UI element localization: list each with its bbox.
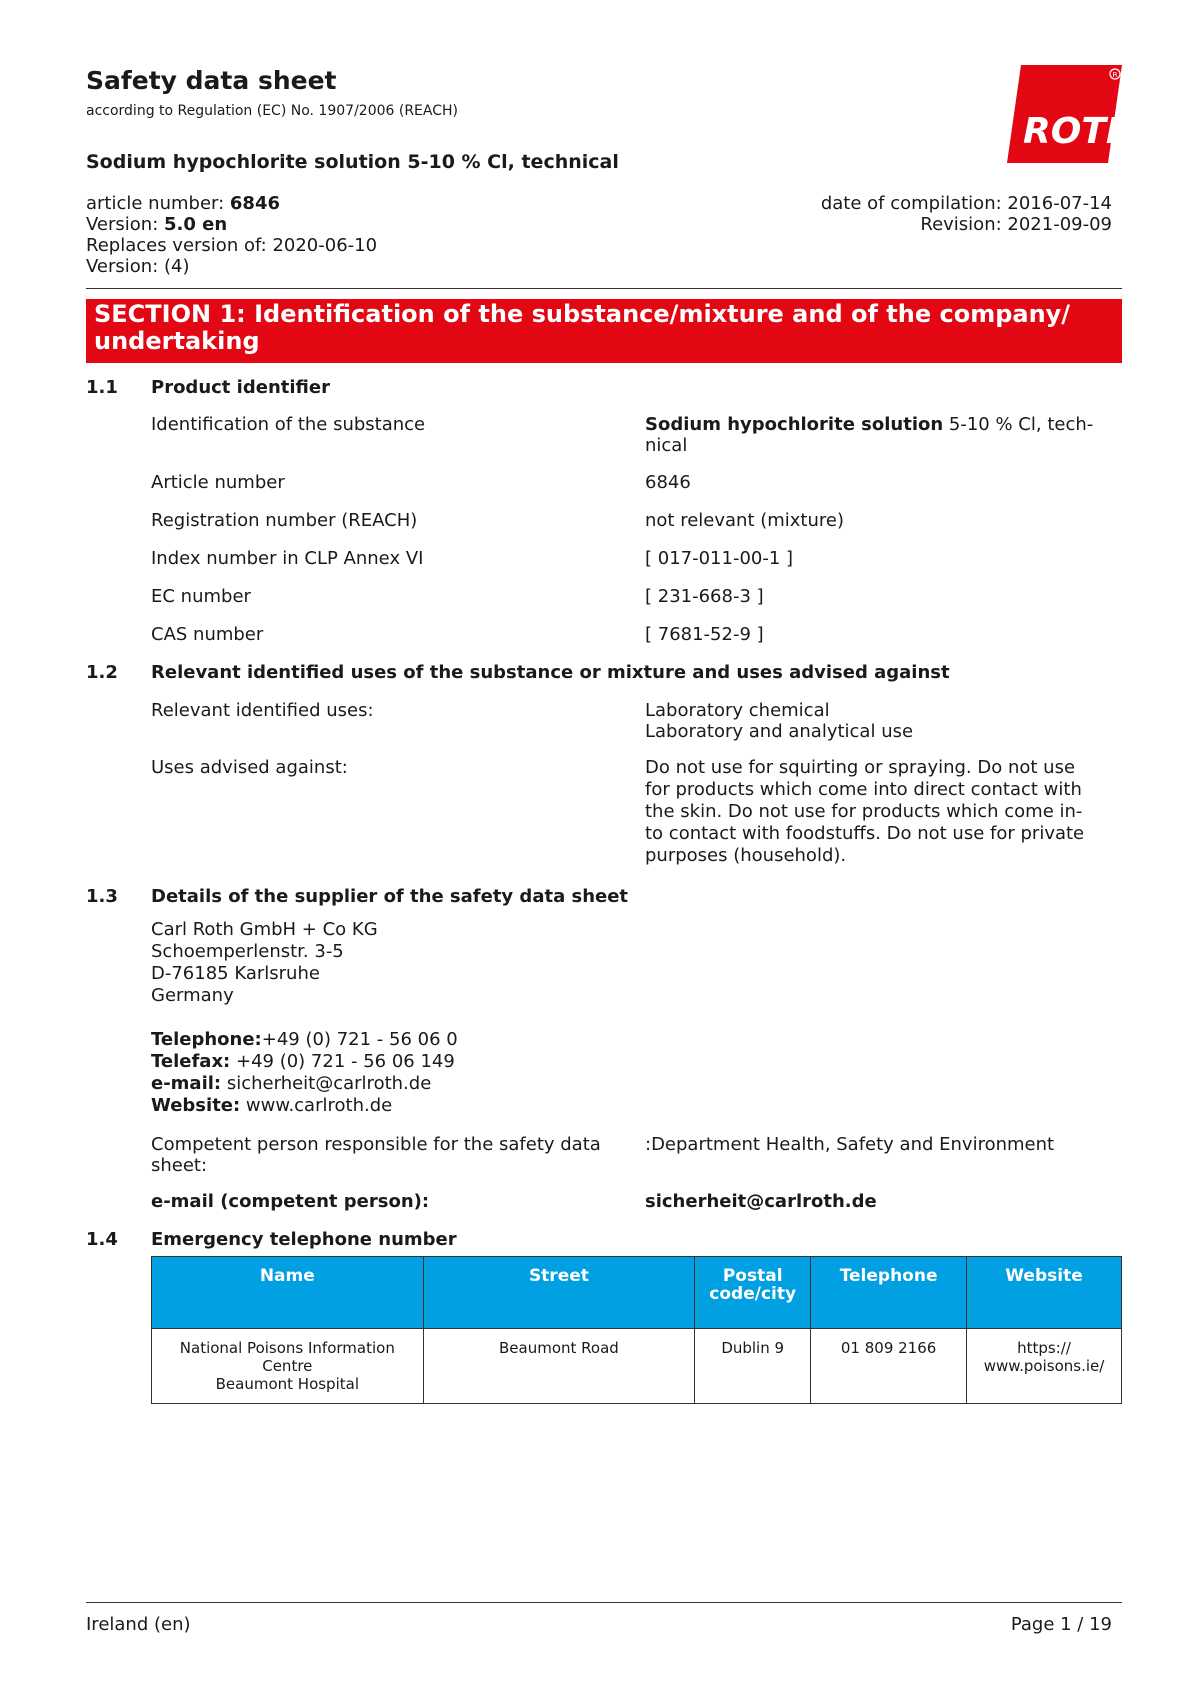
field-label: e-mail (competent person): — [151, 1191, 430, 1212]
subsection-title: Emergency telephone number — [151, 1229, 457, 1250]
emergency-contact-table — [151, 1256, 1122, 1404]
column-header: Street — [423, 1257, 695, 1329]
compilation-date: date of compilation: 2016-07-14 — [820, 193, 1112, 214]
replaces-line: Replaces version of: 2020-06-10 — [86, 235, 378, 256]
document-meta-left — [86, 193, 377, 277]
subsection-title: Product identifier — [151, 377, 330, 398]
document-subtitle: according to Regulation (EC) No. 1907/2006 (REACH) — [86, 103, 458, 119]
subsection-number: 1.2 — [86, 662, 118, 683]
telephone-line: Telephone:+49 (0) 721 - 56 06 0 — [151, 1029, 458, 1050]
email-line: e-mail: sicherheit@carlroth.de — [151, 1073, 432, 1094]
footer-divider — [86, 1602, 1122, 1603]
header-divider — [86, 288, 1122, 289]
table-cell: National Poisons Information Centre Beaumont Hospital — [152, 1329, 424, 1404]
field-value: [ 7681-52-9 ] — [645, 624, 764, 645]
table-cell: Beaumont Road — [423, 1329, 695, 1404]
document-title: Safety data sheet — [86, 66, 337, 95]
competent-email-link[interactable]: sicherheit@carlroth.de — [645, 1191, 877, 1212]
svg-text:R: R — [1112, 71, 1118, 79]
table-row — [152, 1329, 1122, 1404]
column-header: Name — [152, 1257, 424, 1329]
telefax-line: Telefax: +49 (0) 721 - 56 06 149 — [151, 1051, 455, 1072]
table-cell: 01 809 2166 — [811, 1329, 967, 1404]
column-header: Postal code/city — [695, 1257, 811, 1329]
subsection-number: 1.4 — [86, 1229, 118, 1250]
field-label: Index number in CLP Annex VI — [151, 548, 424, 569]
column-header: Website — [967, 1257, 1122, 1329]
field-label: CAS number — [151, 624, 264, 645]
field-value: Sodium hypochlorite solution 5-10 % Cl, tech- nical — [645, 414, 1094, 456]
field-label: Competent person responsible for the safety data sheet: — [151, 1134, 601, 1176]
subsection-number: 1.3 — [86, 886, 118, 907]
website-line: Website: www.carlroth.de — [151, 1095, 393, 1116]
website-link[interactable]: www.carlroth.de — [240, 1095, 393, 1116]
subsection-title: Details of the supplier of the safety data sheet — [151, 886, 629, 907]
document-meta-right — [821, 193, 1112, 235]
subsection-number: 1.1 — [86, 377, 118, 398]
table-cell-website[interactable]: https:// www.poisons.ie/ — [967, 1329, 1122, 1404]
email-link[interactable]: sicherheit@carlroth.de — [221, 1073, 432, 1094]
field-value: [ 231-668-3 ] — [645, 586, 764, 607]
svg-text:ROTH: ROTH — [1023, 111, 1137, 152]
roth-logo — [1007, 65, 1137, 163]
footer-country: Ireland (en) — [86, 1614, 191, 1635]
field-label: Registration number (REACH) — [151, 510, 418, 531]
section-1-heading: SECTION 1: Identification of the substance/mixture and of the company/ undertaking — [86, 299, 1122, 363]
field-value: Laboratory chemical Laboratory and analytical use — [645, 700, 914, 742]
revision-date: Revision: 2021-09-09 — [920, 214, 1112, 235]
field-label: Uses advised against: — [151, 757, 348, 778]
field-label: Identification of the substance — [151, 414, 426, 435]
field-value: not relevant (mixture) — [645, 510, 845, 531]
field-label: Relevant identified uses: — [151, 700, 374, 721]
version-line: Version: 5.0 en — [86, 214, 228, 235]
replaces-version-line: Version: (4) — [86, 256, 190, 277]
field-value: :Department Health, Safety and Environment — [645, 1134, 1055, 1155]
field-label: Article number — [151, 472, 285, 493]
table-header-row — [152, 1257, 1122, 1329]
page-number: Page 1 / 19 — [1010, 1614, 1112, 1635]
product-name: Sodium hypochlorite solution 5-10 % Cl, technical — [86, 151, 619, 173]
column-header: Telephone — [811, 1257, 967, 1329]
article-number-line: article number: 6846 — [86, 193, 281, 214]
field-value: Do not use for squirting or spraying. Do not use for products which come into direct contact with the skin. Do not use for products which come in- to contact with foodstuffs. Do not use for private purposes (household). — [645, 757, 1085, 866]
field-value: [ 017-011-00-1 ] — [645, 548, 794, 569]
supplier-address: Carl Roth GmbH + Co KG Schoemperlenstr. 3-5 D-76185 Karlsruhe Germany — [151, 919, 378, 1006]
table-cell: Dublin 9 — [695, 1329, 811, 1404]
field-value: 6846 — [645, 472, 691, 493]
field-label: EC number — [151, 586, 251, 607]
supplier-contact — [151, 1029, 458, 1117]
subsection-title: Relevant identified uses of the substance or mixture and uses advised against — [151, 662, 950, 683]
